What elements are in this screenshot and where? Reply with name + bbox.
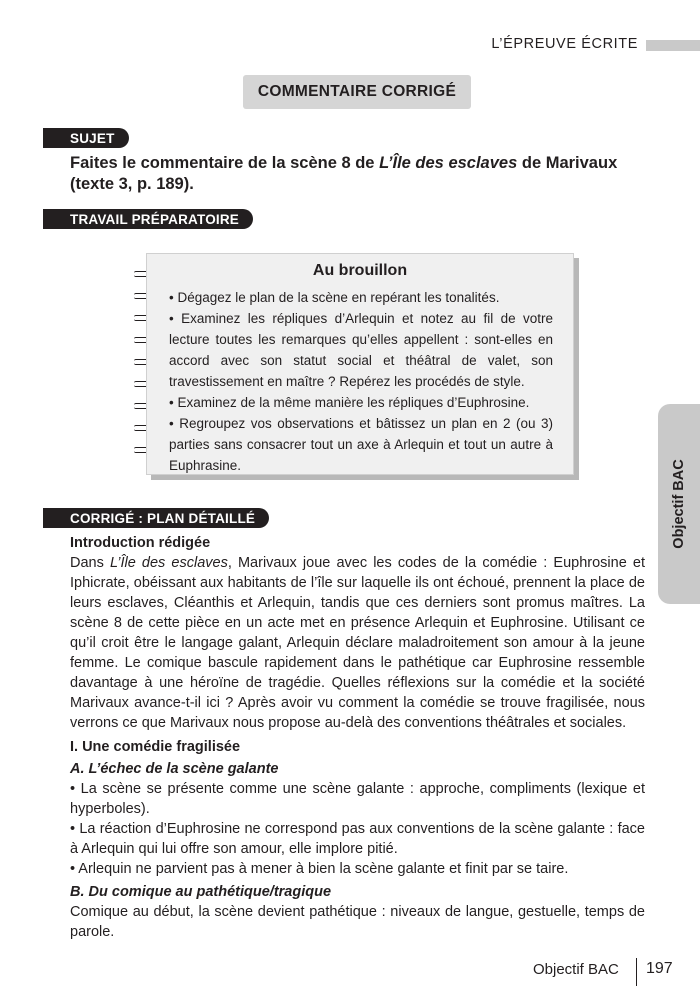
part1-heading: I. Une comédie fragilisée xyxy=(70,739,241,755)
section-header: L’ÉPREUVE ÉCRITE xyxy=(491,36,638,52)
sujet-text-before: Faites le commentaire de la scène 8 de xyxy=(70,154,380,172)
intro-heading: Introduction rédigée xyxy=(70,535,211,551)
intro-text-start: Dans xyxy=(70,555,110,571)
brouillon-note xyxy=(146,253,574,475)
sub-a-point: • La réaction d’Euphrosine ne correspond pas aux conventions de la scène galante : face à Arlequin qui lui offre son amour, elle implore pitié. xyxy=(70,821,645,857)
sujet-label xyxy=(43,128,129,148)
brouillon-item: • Regroupez vos observations et bâtissez un plan en 2 (ou 3) parties sans consacrer tout un axe à Arlequin et tout un autre à Euphrasine. xyxy=(169,416,553,473)
page-title-banner xyxy=(243,75,471,109)
corrige-body xyxy=(70,533,645,942)
brouillon-item: • Examinez de la même manière les répliques d’Euphrosine. xyxy=(169,395,530,410)
intro-text-rest: , Marivaux joue avec les codes de la comédie : Euphrosine et Iphicrate, obéissant aux habitants de l’île sur laquelle ils ont échoué, prennent la place de leurs esclaves, Cléanthis et Arlequin, tandis que ces derniers sont promus maîtres. La scène 8 de cette pièce en un acte met en présence Arlequin et Euphrosine. Utilisant ce qu’il croit être le langage galant, Arlequin déclare maladroitement son amour à la jeune femme. Le comique bascule rapidement dans le pathétique car Euphrosine ressemble davantage à une héroïne de tragédie. Quelles réflexions sur la comédie et la société Marivaux avance-t-il ici ? Après avoir vu comment la comédie se trouve fragilisée, nous verrons ce que Marivaux nous propose au-delà des conventions théâtrales et sociales. xyxy=(70,555,645,731)
sub-b-text: Comique au début, la scène devient pathétique : niveaux de langue, gestuelle, temps de parole. xyxy=(70,904,645,940)
sujet-work-title: L’Île des esclaves xyxy=(379,154,518,172)
brouillon-list xyxy=(169,287,553,476)
page-number: 197 xyxy=(646,960,673,977)
intro-work-title: L’Île des esclaves xyxy=(109,555,228,571)
brouillon-title: Au brouillon xyxy=(312,262,408,279)
sub-a-point: • La scène se présente comme une scène galante : approche, compliments (lexique et hyperboles). xyxy=(70,781,645,817)
travail-label-text: TRAVAIL PRÉPARATOIRE xyxy=(70,211,240,227)
travail-label xyxy=(43,209,253,229)
sub-a-point: • Arlequin ne parvient pas à mener à bien la scène galante et finit par se taire. xyxy=(70,861,569,877)
footer-label: Objectif BAC xyxy=(533,961,619,978)
intro-paragraph xyxy=(70,553,645,733)
side-tab-label: Objectif BAC xyxy=(671,459,687,549)
sujet-text-after: de Marivaux (texte 3, p. 189). xyxy=(70,154,618,193)
sub-b-heading: B. Du comique au pathétique/tragique xyxy=(70,884,332,900)
sub-a-heading: A. L’échec de la scène galante xyxy=(70,761,279,777)
footer-divider xyxy=(636,958,637,986)
sujet-text xyxy=(70,153,645,195)
brouillon-item: • Dégagez le plan de la scène en repérant les tonalités. xyxy=(169,290,500,305)
sujet-label-text: SUJET xyxy=(70,130,115,146)
page-title: COMMENTAIRE CORRIGÉ xyxy=(257,83,457,100)
brouillon-item: • Examinez les répliques d’Arlequin et notez au fil de votre lecture toutes les remarques qu’elles appellent : sont-elles en accord avec son statut social et théâtral de valet, son travestissement en maître ? Repérez les procédés de style. xyxy=(169,311,553,389)
corrige-label-text: CORRIGÉ : PLAN DÉTAILLÉ xyxy=(70,510,256,526)
header-bar xyxy=(646,40,700,51)
corrige-label xyxy=(43,508,269,528)
